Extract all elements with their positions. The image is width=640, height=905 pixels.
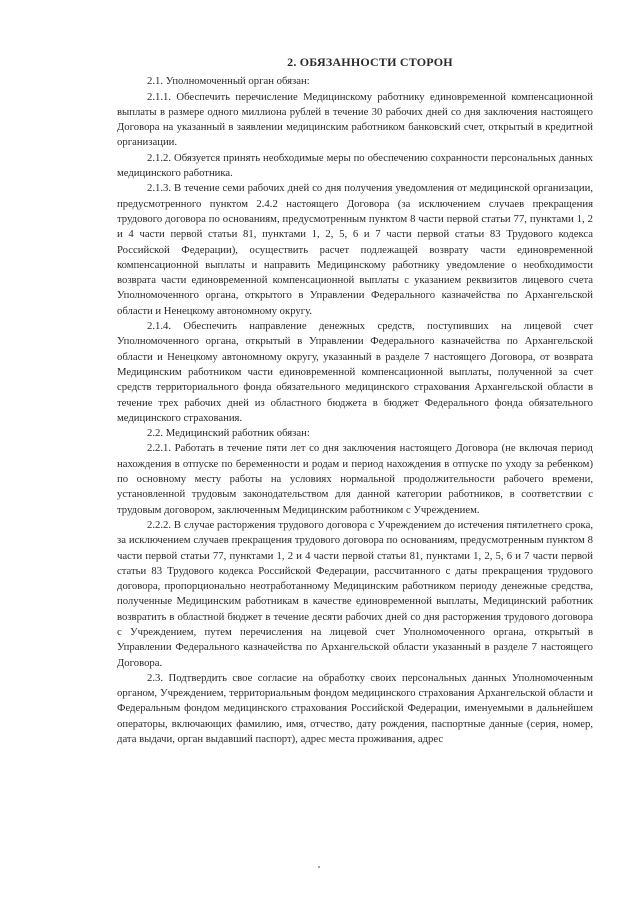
paragraph-2-1-2: 2.1.2. Обязуется принять необходимые меры по обеспечению сохранности персональных данных медицинского работника. <box>117 151 593 180</box>
paragraph-2-1-1: 2.1.1. Обеспечить перечисление Медицинскому работнику единовременной компенсационной выплаты в размере одного миллиона рублей в течение 30 рабочих дней со дня заключения настоящего Договора на указанный в заявлении медицинским работником банковский счет, открытый в кредитной организации. <box>117 90 593 149</box>
paragraph-2-1-4: 2.1.4. Обеспечить направление денежных средств, поступивших на лицевой счет Уполномоченного органа, открытый в Управлении Федерального казначейства по Архангельской области и Ненецкому автономному округу, указанный в разделе 7 настоящего Договора, от возврата Медицинским работником части единовременной компенсационной выплаты, полученной за счет средств территориального фонда обязательного медицинского страхования Архангельской области в течение трех рабочих дней из областного бюджета в бюджет Федерального фонда обязательного медицинского страхования. <box>117 320 593 424</box>
paragraph-2-1: 2.1. Уполномоченный орган обязан: <box>147 75 310 88</box>
paragraph-2-3: 2.3. Подтвердить свое согласие на обработку своих персональных данных Уполномоченным органом, Учреждением, территориальным фондом медицинского страхования Архангельской области и Федеральным фондом медицинского страхования Российской Федерации, именуемыми в дальнейшем операторы, включающих фамилию, имя, отчество, дату рождения, паспортные данные (серия, номер, дата выдачи, орган выдавший паспорт), адрес места проживания, адрес <box>117 671 593 746</box>
paragraph-2-2: 2.2. Медицинский работник обязан: <box>147 427 310 440</box>
paragraph-2-2-2: 2.2.2. В случае расторжения трудового договора с Учреждением до истечения пятилетнего срока, за исключением случаев прекращения трудового договора по основаниям, предусмотренным пунктом 8 части первой статьи 77, пунктами 1, 2 и 4 части первой статьи 81, пунктами 1, 2, 5, 6 и 7 части первой статьи 83 Трудового кодекса Российской Федерации, рассчитанного с даты прекращения трудового договора, пропорционально неотработанному Медицинским работником периоду денежные средства, полученные Медицинским работникам в качестве единовременной выплаты, Медицинский работник возвратить в областной бюджет в течение десяти рабочих дней со дня расторжения трудового договора с Учреждением, путем перечисления на лицевой счет Уполномоченного органа, открытый в Управлении Федерального казначейства по Архангельской области указанный в разделе 7 настоящего Договора. <box>117 518 593 669</box>
scan-speck <box>318 866 320 868</box>
document-body <box>117 55 593 747</box>
section-title: 2. ОБЯЗАННОСТИ СТОРОН <box>287 55 453 69</box>
paragraph-2-2-1: 2.2.1. Работать в течение пяти лет со дня заключения настоящего Договора (не включая период нахождения в отпуске по беременности и родам и период нахождения в отпуске по уходу за ребенком) по основному месту работы на условиях нормальной продолжительности рабочего времени, установленной трудовым законодательством для данной категории работников, в соответствии с трудовым договором, заключенным Медицинским работником с Учреждением. <box>117 442 593 516</box>
paragraph-2-1-3: 2.1.3. В течение семи рабочих дней со дня получения уведомления от медицинской организации, предусмотренного пунктом 2.4.2 настоящего Договора (за исключением случаев прекращения трудового договора по основаниям, предусмотренным пунктом 8 части первой статьи 77, пунктами 1, 2 и 4 части первой статьи 81, пунктами 1, 2, 5, 6 и 7 части первой статьи 83 Трудового кодекса Российской Федерации), осуществить расчет подлежащей возврату части единовременной компенсационной выплаты и направить Медицинскому работнику уведомление о необходимости возврата части единовременной компенсационной выплаты с указанием реквизитов лицевого счета Уполномоченного органа, открытого в Управлении Федерального казначейства по Архангельской области и Ненецкому автономному округу. <box>117 182 593 317</box>
